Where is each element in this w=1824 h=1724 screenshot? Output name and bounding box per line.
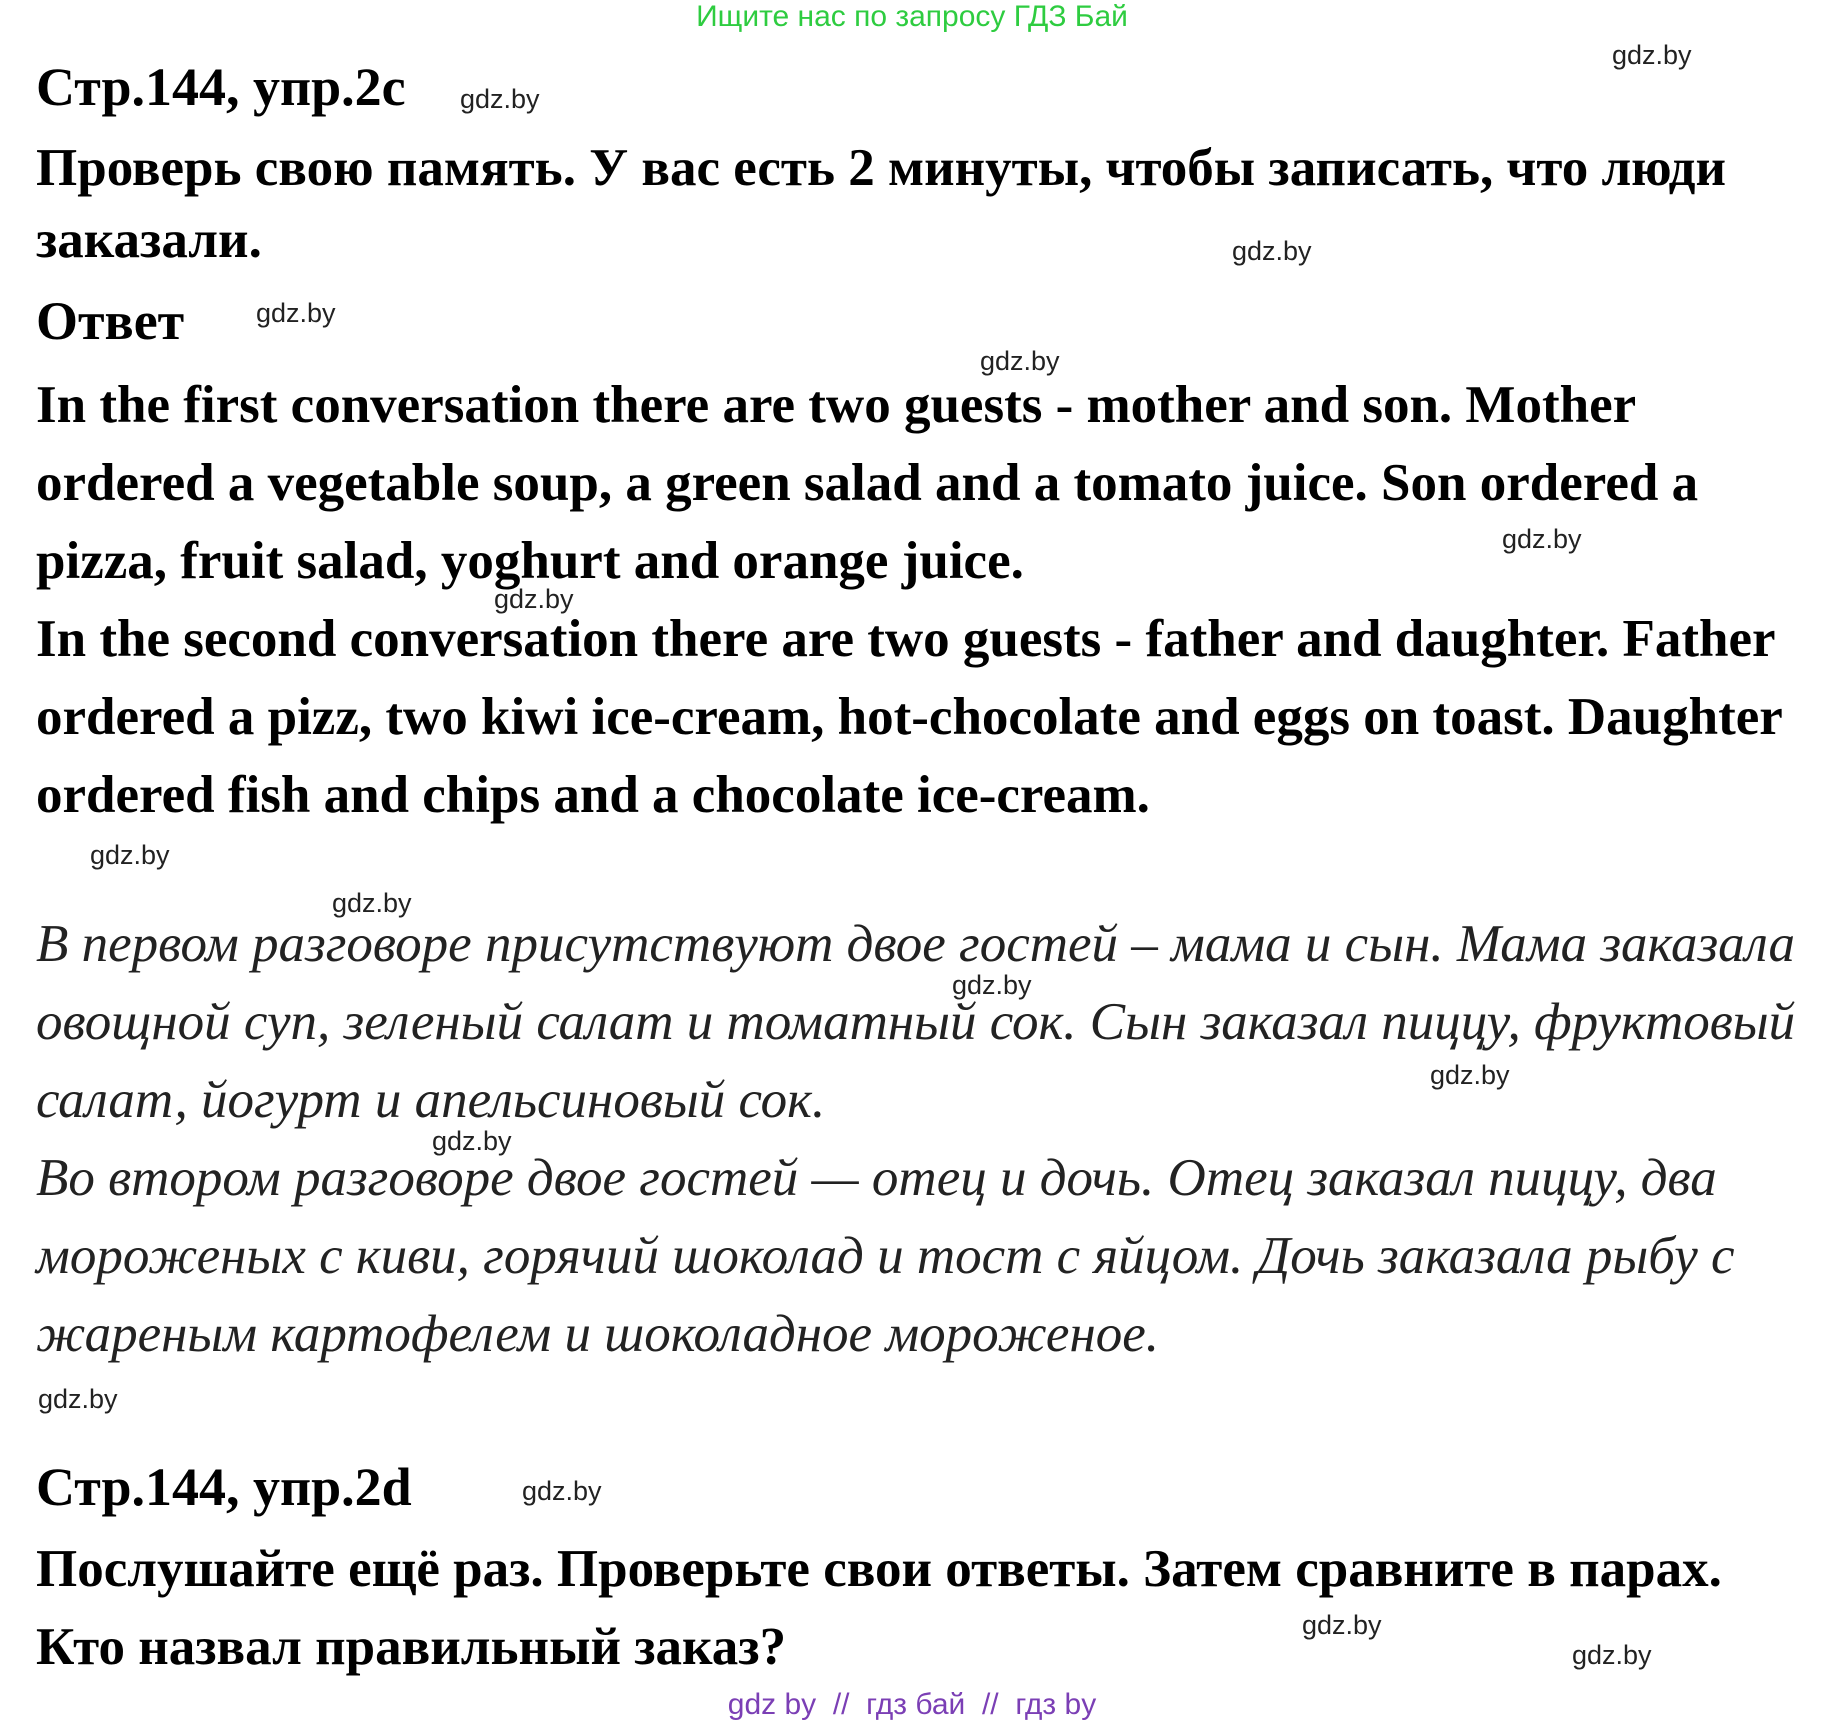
watermark: gdz.by bbox=[38, 1384, 118, 1414]
task-paragraph: Проверь свою память. У вас есть 2 минуты, чтобы записать, что люди заказали. bbox=[36, 139, 1726, 269]
watermark: gdz.by bbox=[90, 840, 170, 870]
watermark: gdz.by bbox=[432, 1126, 512, 1156]
answer-paragraph-1: In the first conversation there are two guests - mother and son. Mother ordered a vegetable soup, a green salad and a tomato juice. Son ordered a pizza, fruit salad, yoghurt and orange juice. bbox=[36, 376, 1699, 590]
task-text-2d bbox=[36, 1530, 1816, 1686]
answer-label: Ответ bbox=[36, 291, 185, 351]
watermark: gdz.by bbox=[980, 346, 1060, 376]
watermark: gdz.by bbox=[332, 888, 412, 918]
watermark: gdz.by bbox=[460, 84, 540, 114]
answer-paragraph-2: In the second conversation there are two guests - father and daughter. Father ordered a pizz, two kiwi ice-cream, hot-chocolate and eggs on toast. Daughter ordered fish and chips and a chocolate ice-cream. bbox=[36, 610, 1782, 824]
exercise-heading-2c: Стр.144, упр.2с bbox=[36, 57, 406, 117]
watermark: gdz.by bbox=[1232, 236, 1312, 266]
watermark: gdz.by bbox=[1502, 524, 1582, 554]
search-banner: Ищите нас по запросу ГДЗ Бай bbox=[696, 0, 1128, 33]
translation-paragraph-2: Во втором разговоре двое гостей — отец и дочь. Отец заказал пиццу, два мороженых с киви, горячий шоколад и тост с яйцом. Дочь заказала рыбу с жареным картофелем и шоколадное мороженое. bbox=[36, 1149, 1735, 1363]
watermark: gdz.by bbox=[1430, 1060, 1510, 1090]
answer-english bbox=[36, 366, 1816, 834]
translation-paragraph-1: В первом разговоре присутствуют двое гостей – мама и сын. Мама заказала овощной суп, зеленый салат и томатный сок. Сын заказал пиццу, фруктовый салат, йогурт и апельсиновый сок. bbox=[36, 915, 1796, 1129]
watermark: gdz.by bbox=[522, 1476, 602, 1506]
watermark: gdz.by bbox=[494, 584, 574, 614]
watermark: gdz.by bbox=[1572, 1640, 1652, 1670]
task-paragraph: Послушайте ещё раз. Проверьте свои ответы. Затем сравните в парах. Кто назвал правильный заказ? bbox=[36, 1540, 1722, 1676]
footer-links: gdz by // гдз бай // гдз by bbox=[727, 1688, 1097, 1721]
watermark: gdz.by bbox=[256, 298, 336, 328]
task-text-2c bbox=[36, 132, 1816, 276]
exercise-heading-2d: Стр.144, упр.2d bbox=[36, 1457, 412, 1517]
translation-russian bbox=[36, 905, 1816, 1373]
watermark: gdz.by bbox=[952, 970, 1032, 1000]
watermark: gdz.by bbox=[1302, 1610, 1382, 1640]
watermark: gdz.by bbox=[1612, 40, 1692, 70]
